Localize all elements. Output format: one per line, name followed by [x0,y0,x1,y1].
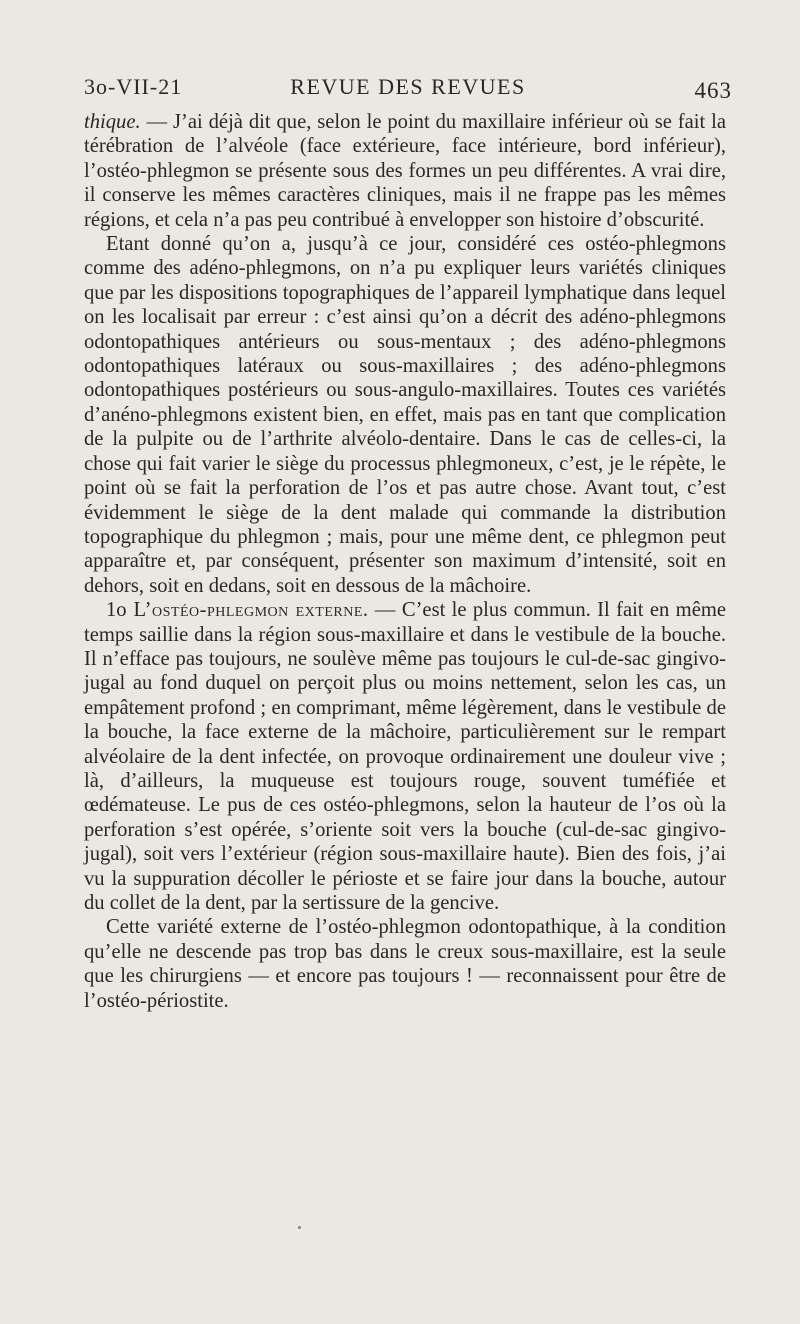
paragraph-3 [84,598,726,915]
header-date: 3o-VII-21 [84,74,183,99]
page-number: 463 [694,78,732,103]
paragraph-1 [84,110,726,232]
paragraph-1-text: — J’ai déjà dit que, selon le point du maxillaire inférieur où se fait la térébration de l’alvéole (face extérieure, face intérieure, bord inférieur), l’ostéo-phlegmon se présente sous des formes un peu différentes. A vrai dire, il conserve les mêmes caractères cliniques, mais il ne frappe pas les mêmes régions, et cela n’a pas peu contribué à envelopper son histoire d’obscurité. [84,111,726,231]
paragraph-2: Etant donné qu’on a, jusqu’à ce jour, considéré ces ostéo-phlegmons comme des adéno-phlegmons, on n’a pu expliquer leurs variétés cliniques que par les dispositions topographiques de l’appareil lymphatique dans lequel on les localisait par erreur : c’est ainsi qu’on a décrit des adéno-phlegmons odontopathiques antérieurs ou sous-mentaux ; des adéno-phlegmons odontopathiques latéraux ou sous-maxillaires ; des adéno-phlegmons odontopathiques postérieurs ou sous-angulo-maxillaires. Toutes ces variétés d’anéno-phlegmons existent bien, en effet, mais pas en tant que complication de la pulpite ou de l’arthrite alvéolo-dentaire. Dans le cas de celles-ci, la chose qui fait varier le siège du processus phlegmoneux, c’est, je le répète, le point où se fait la perforation de l’os et pas autre chose. Avant tout, c’est évidemment le siège de la dent malade qui commande la distribution topographique du phlegmon ; mais, pour une même dent, ce phlegmon peut apparaître et, par conséquent, présenter son maximum d’intensité, soit en dehors, soit en dedans, soit en dessous de la mâchoire. [84,233,726,597]
paragraph-4: Cette variété externe de l’ostéo-phlegmon odontopathique, à la condition qu’elle ne descende pas trop bas dans le creux sous-maxillaire, est la seule que les chirurgiens — et encore pas toujours ! — reconnaissent pour être de l’ostéo-périostite. [84,916,726,1012]
paragraph-3-text: — C’est le plus commun. Il fait en même temps saillie dans la région sous-maxillaire et dans le vestibule de la bouche. Il n’efface pas toujours, ne soulève même pas toujours le cul-de-sac gingivo-jugal au fond duquel on perçoit plus ou moins nettement, selon les cas, un empâtement profond ; en comprimant, même légèrement, dans le vestibule de la bouche, la face externe de la mâchoire, particulièrement sur le rempart alvéolaire de la dent infectée, on provoque ordinairement une douleur vive ; là, d’ailleurs, la muqueuse est toujours rouge, souvent tuméfiée et œdémateuse. Le pus de ces ostéo-phlegmons, selon la hauteur de l’os où la perforation s’est opérée, s’oriente soit vers la bouche (cul-de-sac gingivo-jugal), soit vers l’extérieur (région sous-maxillaire haute). Bien des fois, j’ai vu la suppuration décoller le périoste et se faire jour dans la bouche, autour du collet de la dent, par la sertissure de la gencive. [84,599,726,914]
header-journal-title: REVUE DES REVUES [290,74,526,99]
continued-word: thique. [84,111,141,133]
article-body [84,110,726,1013]
section-heading: L’ostéo-phlegmon externe. [126,599,369,622]
running-header [84,64,732,108]
section-number: 1o [106,599,127,622]
ink-speck [298,1226,301,1229]
